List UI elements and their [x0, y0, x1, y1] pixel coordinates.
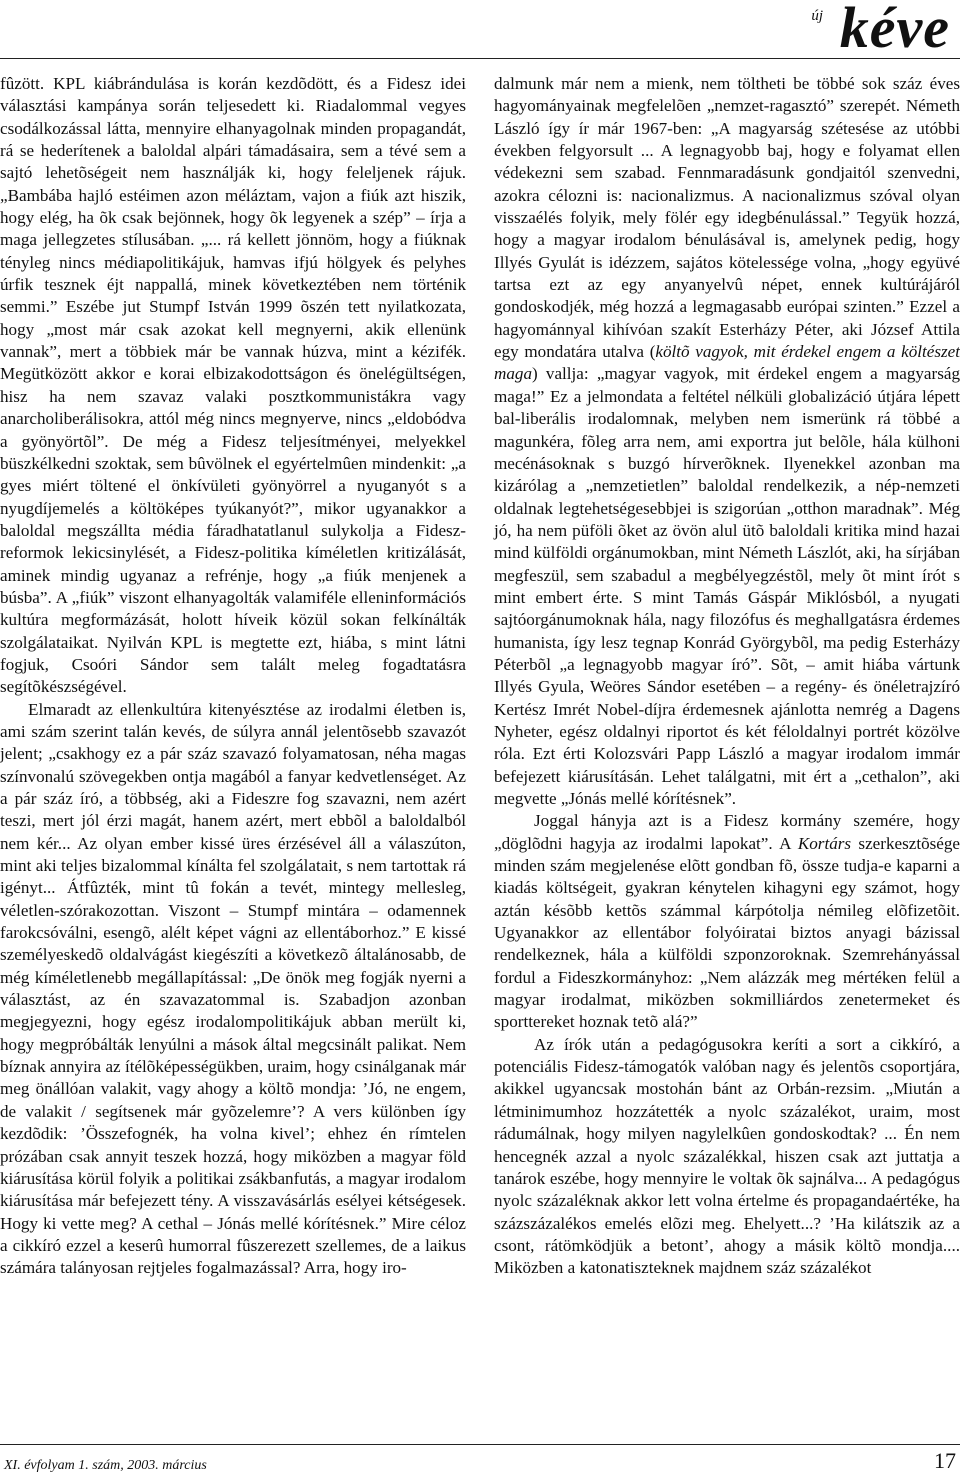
issue-info: XI. évfolyam 1. szám, 2003. március [4, 1458, 207, 1473]
right-paragraph-3: Az írók után a pedagógusokra keríti a sort a cikkíró, a potenciális Fidesz-támogatók valóban nagy és jelentõs csoportjára, akikkel ugyancsak mostohán bánt az Orbán-rezsim. „Miután a létminimumhoz hozzátették a nyolc százalékot, uraim, most rádumálnak, hogy milyen nagylelkûen gondoskodtak? ... Én nem hencegnék azzal a nyolc százalékkal, hiszen csak azt juttatja a tanárok eszébe, hogy mennyire le voltak õk sajnálva... A pedagógus nyolc százaléknak akkor lett volna értelme és propagandaértéke, ha százszázalékos emelés elõzi meg. Ehelyett...? ’Ha kilátszik az a csont, rátömködjük a betont’, ahogy a másik költõ mondja.... Miközben a katonatiszteknek majdnem száz százalékot [494, 1034, 960, 1278]
left-paragraph-2: Elmaradt az ellenkultúra kitenyésztése az irodalmi életben is, ami szám szerint talán kevés, de súlyra annál jelentõsebb szavazót jelent; „csakhogy ez a pár száz szavazó folyamatosan, néha magas színvonalú szövegekben ontja magából a fanyar kedvetlenséget. Az a pár száz író, a többség, aki a Fideszre fog szavazni, nem azért teszi, mert jól érzi magát, hanem azért, mert ebbõl a baloldalból nem kér... Az olyan ember kissé üres érzésével áll a válaszúton, mint aki teljes bizalommal kínálta fel szolgálatait, s nem tartottak rá igényt... Átfûzték, mint tû fokán a tevét, mintegy mellesleg, véletlen-szórakozottan. Viszont – Stumpf mintára – odamennek farokcsóválni, esengõ, alélt képet vágni az ellentáborhoz.” E kissé személyeskedõ oldalvágást kiegészíti a következõ általánosabb, de még kíméletlenebb megállapítással: „De önök meg fogják nyerni a választást, az én szavazatommal is. Szabadjon azonban megjegyezni, hogy egész irodalompolitikájuk abban merült ki, hogy megpróbálták lenyúlni a mások által megcsinált palikat. Nem bíznak annyira az ítélõképességükben, uraim, hogy csinálganak már meg önállóan valakit, vagy ahogy a költõ mondja: ’Jó, ne engem, de valakit / segítsenek már gyõzelemre’? A vers különben így kezdõdik: ’Összefognék, ha volna kivel’; ehhez én rímtelen prózában csak annyit teszek hozzá, hogy miközben a magyar föld kiárusítása körül folyik a politikai zsákbanfutás, a magyar irodalom kiárusítása már befejezett tény. A visszavásárlás esélyei kétségesek. Hogy ki vette meg? A cethal – Jónás mellé kórítésnek.” Mire céloz a cikkíró ezzel a keserû humorral fûszerezett szellemes, de a laikus számára talányosan rejtjeles fogalmazással? Arra, hogy iro- [0, 699, 466, 1278]
right-paragraph-2-text-b: szerkesztõsége minden szám megjelenése elõtt gondban fõ, össze tudja-e kaparni a kiadás költségeit, gyakran kénytelen kihagyni egy számot, hogy aztán késõbb kettõs számmal kárpótolja némileg elõfizetõit. Ugyanakkor az ellentábor folyóiratai biztos anyagi bázissal rendelkeznek, hála a külföldi szponzoroknak. Szemrehányással fordul a Fideszkormányhoz: „Nem alázzák meg mértéken felül a magyar irodalmat, miközben sokmilliárdos zenetermeket és sporttereket hoznak tetõ alá?” [494, 833, 960, 1032]
left-column [0, 73, 466, 1280]
page-header [0, 0, 960, 58]
right-paragraph-1 [494, 73, 960, 810]
header-rule [0, 58, 960, 59]
right-paragraph-2 [494, 810, 960, 1033]
footer-rule [0, 1444, 960, 1445]
left-paragraph-1: fûzött. KPL kiábrándulása is korán kezdõdött, és a Fidesz idei választási kampánya során teljesedett ki. Riadalommal vegyes csodálkozással látta, mennyire elhanyagolnak minden propagandát, rá se hederítenek a baloldal alpári támadásaira, sem a tévé sem a sajtó lehetõségeit nem használják ki, hogy feleljenek rájuk. „Bambába hajló estéimen azon méláztam, vajon a fiúk azt hiszik, hogy elég, ha õk csak bejönnek, hogy õk legyenek a szép” – írja a maga jellegzetes stílusában. „... rá kellett jönnöm, hogy a fiúknak tényleg nincs médiapolitikájuk, hamvas ifjú hölgyek és pelyhes úrfik tesznek éjt nappallá, minek következtében nem történik semmi.” Eszébe jut Stumpf István 1999 õszén tett nyilatkozata, hogy „most már csak azokat kell megnyerni, akik ellenünk vannak”, mert a többiek már be vannak húzva, mint a kézifék. Megütközött akkor e korai elbizakodottságon és önelégültségen, hisz ha nem szavaz valaki posztkommunistákra vagy anarcholiberálisokra, attól még nincs megnyerve, nincs „eldobódva a gyönyörtõl”. De még a Fidesz teljesítményei, melyekkel büszkélkedni szoktak, sem bûvölnek el egyértelmûen mindenkit: „a gyes miért töltené el önkívületi gyönyörrel a nyuganyót s a nyugdíjemelés a költöképes tyúkanyót?”, mikor ugyanakkor a baloldal megszállta média fáradhatatlanul sulykolja a Fidesz-reformok lekicsinylését, a Fidesz-politika kíméletlen kritizálását, aminek mindig ugyanaz a refrénje, hogy „a fiúk menjenek a búsba”. A „fiúk” viszont elhanyagolták valamiféle elleninformációs kultúra megformázását, holott híveik közül sokan felkínálták szolgálataikat. Nyilván KPL is megtette ezt, hiába, s mint látni fogjuk, Csoóri Sándor sem talált meleg fogadtatásra segítõkészségével. [0, 74, 466, 697]
page-number: 17 [934, 1448, 956, 1473]
right-column [494, 73, 960, 1280]
journal-logo: kéve [839, 0, 950, 60]
right-paragraph-2-text-a: Joggal hányja azt is a Fidesz kormány szemére, hogy „döglõdni hagyja az irodalmi lapokat”. A [494, 811, 960, 853]
journal-logo-prefix: új [811, 8, 823, 24]
right-paragraph-1-text-a: dalmunk már nem a mienk, nem töltheti be többé sok száz éves hagyományainak megfelelõen „nemzet-ragasztó” szerepét. Németh László így ír már 1967-ben: „A magyarság szétesése az utóbbi években felgyorsult ... A legnagyobb baj, hogy e folyamat ellen védekezni sem szabad. Fennmaradásunk gondjaitól szenvedni, azokra célozni is: nacionalizmus. A nacionalizmus szóval olyan visszaélés folyik, mely fölér egy idegbénulással.” Tegyük hozzá, hogy a magyar irodalom bénulásával is, amelynek pedig, hogy Illyés Gyulát is idézzem, sajátos kötelessége volna, „hogy együvé tartsa ezt az egy anyanyelvû népet, ennek kultúrájáról gondoskodjék, még hozzá a legmagasabb európai szinten.” Ezzel a hagyománnyal kihívóan szakít Esterházy Péter, aki József Attila egy mondatára utalva ( [494, 74, 960, 362]
quoted-verse: költõ vagyok, mit érdekel engem a költészet maga [494, 342, 960, 384]
right-paragraph-1-text-b: ) vallja: „magyar vagyok, mit érdekel engem a magyarság maga!” Ez a jelmondata a feltétel nélküli globalizáció útjára lépett bal-liberális irodalomnak, melyben nem ismerünk rá többé a magunkéra, fõleg arra nem, ami exportra jut belõle, hála külhoni mecénásoknak s buzgó hírverõknek. Ilyenekkel azonban ma kizárólag a „nemzetietlen” baloldal rendelkezik, a nép-nemzeti oldalnak legtehetségesebbjei is szigorúan „otthon maradnak”. Még jó, ha nem püföli õket az övön alul ütõ baloldali kritika mind hazai mind külföldi orgánumokban, mint Németh Lászlót, aki, ha sírjában megfeszül, sem szabadul a megbélyegzéstõl, mely õt mint írót s mint embert érte. S mint Tamás Gáspár Miklósból, a nyugati sajtóorgánumoknak hála, nagy filozófus és meghallgatásra érdemes humanista, így lesz tegnap Konrád Györgybõl, ma pedig Esterházy Péterbõl „a legnagyobb magyar író”. Sõt, – amit hiába vártunk Illyés Gyula, Weöres Sándor esetében – a regény- és önéletrajzíró Kertész Imrét Nobel-díjra érdemesnek ajánlotta nemrég a Dagens Nyheter, egész oldalnyi riportot és két féloldalnyi portrét közölve róla. Ezt érti Kolozsvári Papp László a magyar irodalom immár befejezett kiárusításán. Lehet találgatni, mit ért a „cethalon”, aki megvette „Jónás mellé kórítésnek”. [494, 364, 960, 808]
journal-title-kortars: Kortárs [797, 833, 852, 853]
